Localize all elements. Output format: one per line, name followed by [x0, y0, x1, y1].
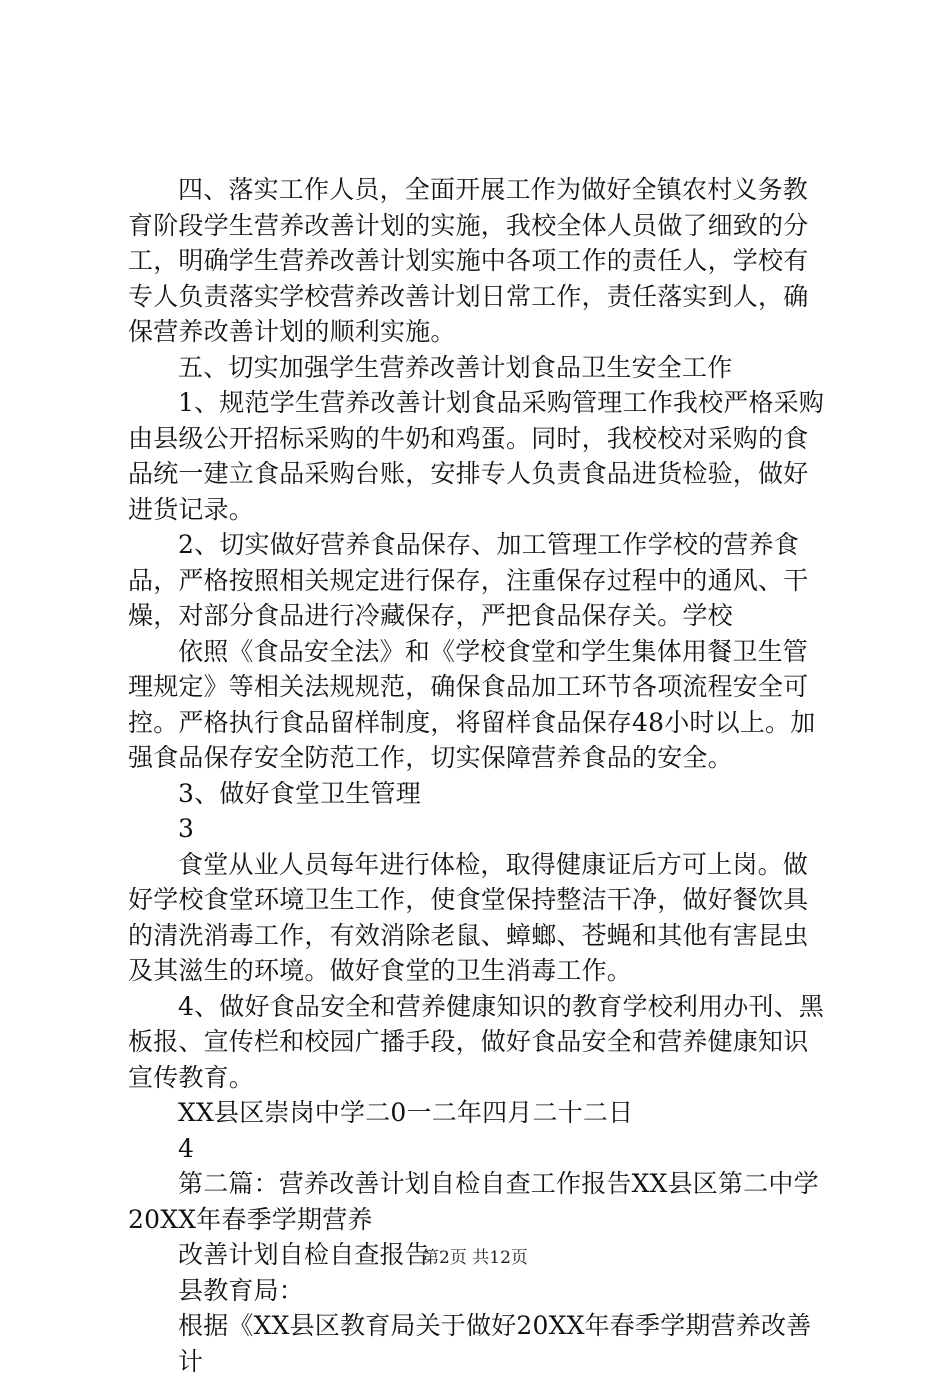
paragraph-opening-line: 根据《XX县区教育局关于做好20XX年春季学期营养改善计 — [178, 1311, 812, 1376]
paragraph-section-four: 四、落实工作人员，全面开展工作为做好全镇农村义务教育阶段学生营养改善计划的实施，我校全体人员做了细致的分工，明确学生营养改善计划实施中各项工作的责任人，学校有专人负责落实学校营养改善计划日常工作，责任落实到人，确保营养改善计划的顺利实施。 — [128, 175, 809, 346]
second-article-subtitle: 改善计划自检自查报告 — [178, 1240, 431, 1269]
signature-date-line: XX县区崇岗中学二0一二年四月二十二日 — [178, 1098, 634, 1127]
inline-page-number-4: 4 — [178, 1133, 195, 1163]
paragraph-item-3-heading: 3、做好食堂卫生管理 — [178, 778, 421, 808]
paragraph-item-2: 2、切实做好营养食品保存、加工管理工作学校的营养食品，严格按照相关规定进行保存，注重保存过程中的通风、干燥，对部分食品进行冷藏保存，严把食品保存关。学校 — [128, 530, 809, 630]
paragraph-item-3-body: 食堂从业人员每年进行体检，取得健康证后方可上岗。做好学校食堂环境卫生工作，使食堂保持整洁干净，做好餐饮具的清洗消毒工作，有效消除老鼠、蟑螂、苍蝇和其他有害昆虫及其滋生的环境。做好食堂的卫生消毒工作。 — [128, 849, 809, 985]
second-article-title: 第二篇：营养改善计划自检自查工作报告XX县区第二中学20XX年春季学期营养 — [128, 1169, 819, 1234]
document-body — [128, 172, 828, 1379]
inline-page-number-3: 3 — [178, 814, 195, 843]
paragraph-section-five-heading: 五、切实加强学生营养改善计划食品卫生安全工作 — [178, 352, 733, 382]
paragraph-item-1: 1、规范学生营养改善计划食品采购管理工作我校严格采购由县级公开招标采购的牛奶和鸡蛋。同时，我校校对采购的食品统一建立食品采购台账，安排专人负责食品进货检验，做好进货记录。 — [128, 388, 825, 524]
page-footer: 第2页 共12页 — [422, 1248, 528, 1268]
salutation: 县教育局： — [178, 1275, 305, 1305]
paragraph-item-2-continued: 依照《食品安全法》和《学校食堂和学生集体用餐卫生管理规定》等相关法规规范，确保食品加工环节各项流程安全可控。严格执行食品留样制度，将留样食品保存48小时以上。加强食品保存安全防范工作，切实保障营养食品的安全。 — [128, 636, 816, 772]
paragraph-item-4: 4、做好食品安全和营养健康知识的教育学校利用办刊、黑板报、宣传栏和校园广播手段，做好食品安全和营养健康知识宣传教育。 — [128, 991, 825, 1092]
